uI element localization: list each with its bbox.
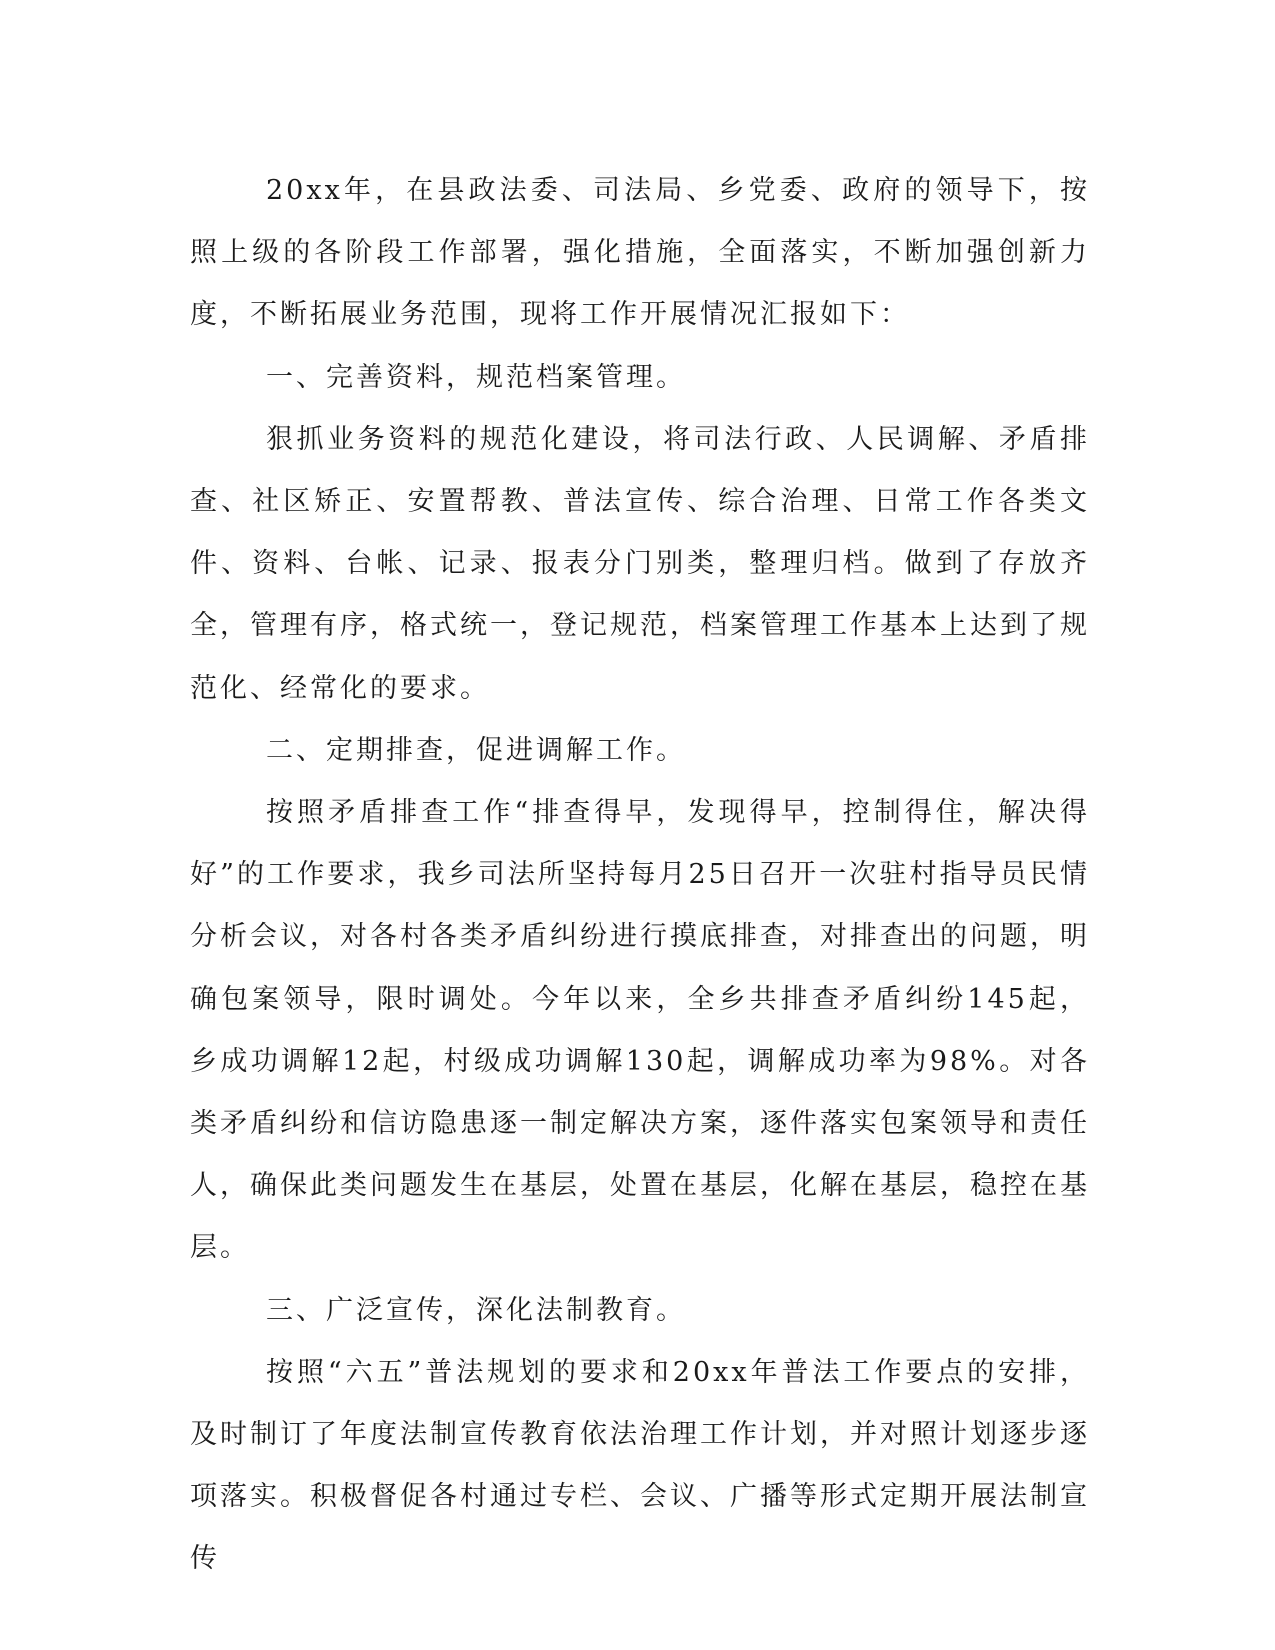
section-heading-2: 二、定期排查，促进调解工作。 [266,734,686,766]
section-paragraph-2: 按照矛盾排查工作“排查得早，发现得早，控制得住，解决得好”的工作要求，我乡司法所坚持每月25日召开一次驻村指导员民情分析会议，对各村各类矛盾纠纷进行摸底排查，对排查出的问题，明确包案领导，限时调处。今年以来，全乡共排查矛盾纠纷145起，乡成功调解12起，村级成功调解130起，调解成功率为98%。对各类矛盾纠纷和信访隐患逐一制定解决方案，逐件落实包案领导和责任人，确保此类问题发生在基层，处置在基层，化解在基层，稳控在基层。 [190,797,1090,1264]
section-heading-3: 三、广泛宣传，深化法制教育。 [266,1294,686,1326]
section-paragraph-1: 狠抓业务资料的规范化建设，将司法行政、人民调解、矛盾排查、社区矫正、安置帮教、普法宣传、综合治理、日常工作各类文件、资料、台帐、记录、报表分门别类，整理归档。做到了存放齐全，管理有序，格式统一，登记规范，档案管理工作基本上达到了规范化、经常化的要求。 [190,423,1090,704]
intro-paragraph: 20xx年，在县政法委、司法局、乡党委、政府的领导下，按照上级的各阶段工作部署，强化措施，全面落实，不断加强创新力度，不断拓展业务范围，现将工作开展情况汇报如下： [190,175,1090,331]
section-paragraph-3: 按照“六五”普法规划的要求和20xx年普法工作要点的安排，及时制订了年度法制宣传教育依法治理工作计划，并对照计划逐步逐项落实。积极督促各村通过专栏、会议、广播等形式定期开展法制宣传 [190,1356,1090,1575]
document-body [190,160,1090,1591]
section-heading-1: 一、完善资料，规范档案管理。 [266,361,686,393]
